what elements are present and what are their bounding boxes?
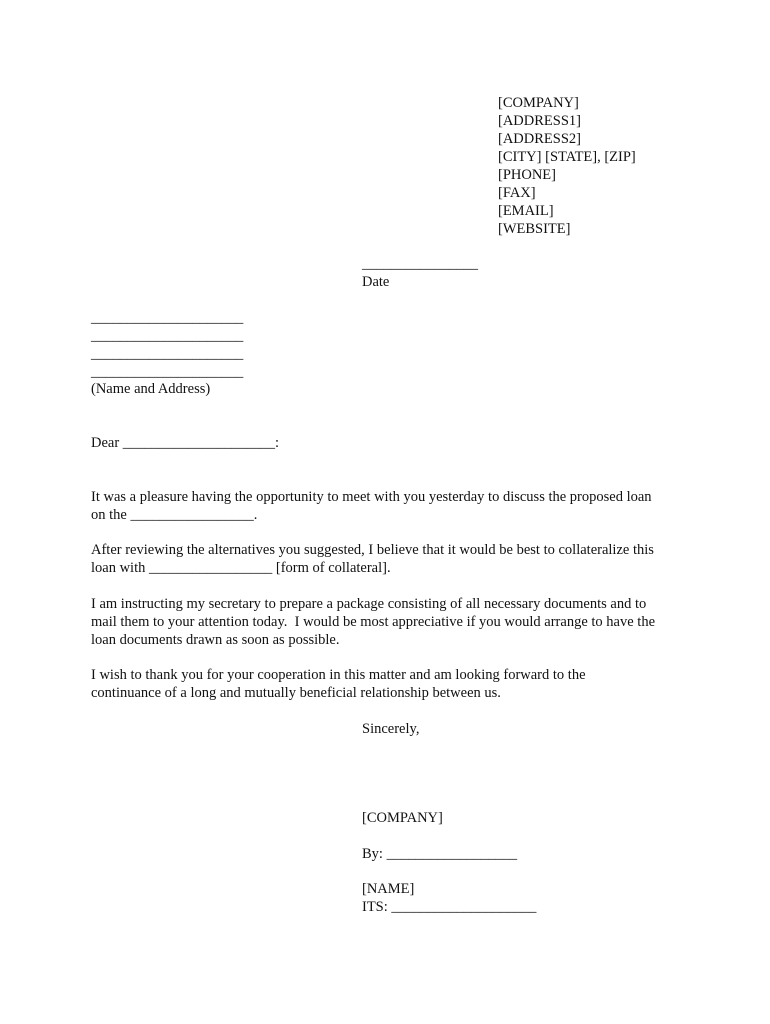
recipient-label: (Name and Address) bbox=[91, 381, 211, 397]
body-paragraph-2 bbox=[91, 541, 691, 577]
sender-fax: [FAX] bbox=[498, 185, 536, 201]
date-label: Date bbox=[362, 274, 390, 290]
sender-address1: [ADDRESS1] bbox=[498, 113, 581, 129]
body-line: continuance of a long and mutually beneficial relationship between us. bbox=[91, 685, 501, 701]
sender-company: [COMPANY] bbox=[498, 95, 579, 111]
body-line: on the _________________. bbox=[91, 507, 258, 523]
body-line: loan documents drawn as soon as possible. bbox=[91, 632, 340, 648]
body-line: loan with _________________ [form of collateral]. bbox=[91, 560, 391, 576]
salutation: Dear _____________________: bbox=[91, 435, 280, 451]
body-line: After reviewing the alternatives you suggested, I believe that it would be best to collateralize this bbox=[91, 542, 654, 558]
sender-email: [EMAIL] bbox=[498, 203, 554, 219]
recipient-line: _____________________ bbox=[91, 364, 244, 380]
sender-phone: [PHONE] bbox=[498, 167, 556, 183]
body-paragraph-3 bbox=[91, 595, 691, 649]
closing-by-line: By: __________________ bbox=[362, 846, 518, 862]
body-line: It was a pleasure having the opportunity to meet with you yesterday to discuss the proposed loan bbox=[91, 489, 652, 505]
body-paragraph-1 bbox=[91, 488, 691, 524]
body-line: I am instructing my secretary to prepare a package consisting of all necessary documents and to bbox=[91, 596, 647, 612]
body-line: I wish to thank you for your cooperation in this matter and am looking forward to the bbox=[91, 667, 586, 683]
recipient-line: _____________________ bbox=[91, 310, 244, 326]
closing-name: [NAME] bbox=[362, 881, 415, 897]
recipient-line: _____________________ bbox=[91, 346, 244, 362]
recipient-line: _____________________ bbox=[91, 328, 244, 344]
closing-sincerely: Sincerely, bbox=[362, 721, 420, 737]
body-line: mail them to your attention today. I would be most appreciative if you would arrange to have the bbox=[91, 614, 655, 630]
body-paragraph-4 bbox=[91, 666, 691, 702]
sender-website: [WEBSITE] bbox=[498, 221, 571, 237]
date-line: ________________ bbox=[362, 256, 478, 272]
closing-its-line: ITS: ____________________ bbox=[362, 899, 537, 915]
sender-address2: [ADDRESS2] bbox=[498, 131, 581, 147]
closing-company: [COMPANY] bbox=[362, 810, 443, 826]
sender-city-state-zip: [CITY] [STATE], [ZIP] bbox=[498, 149, 636, 165]
